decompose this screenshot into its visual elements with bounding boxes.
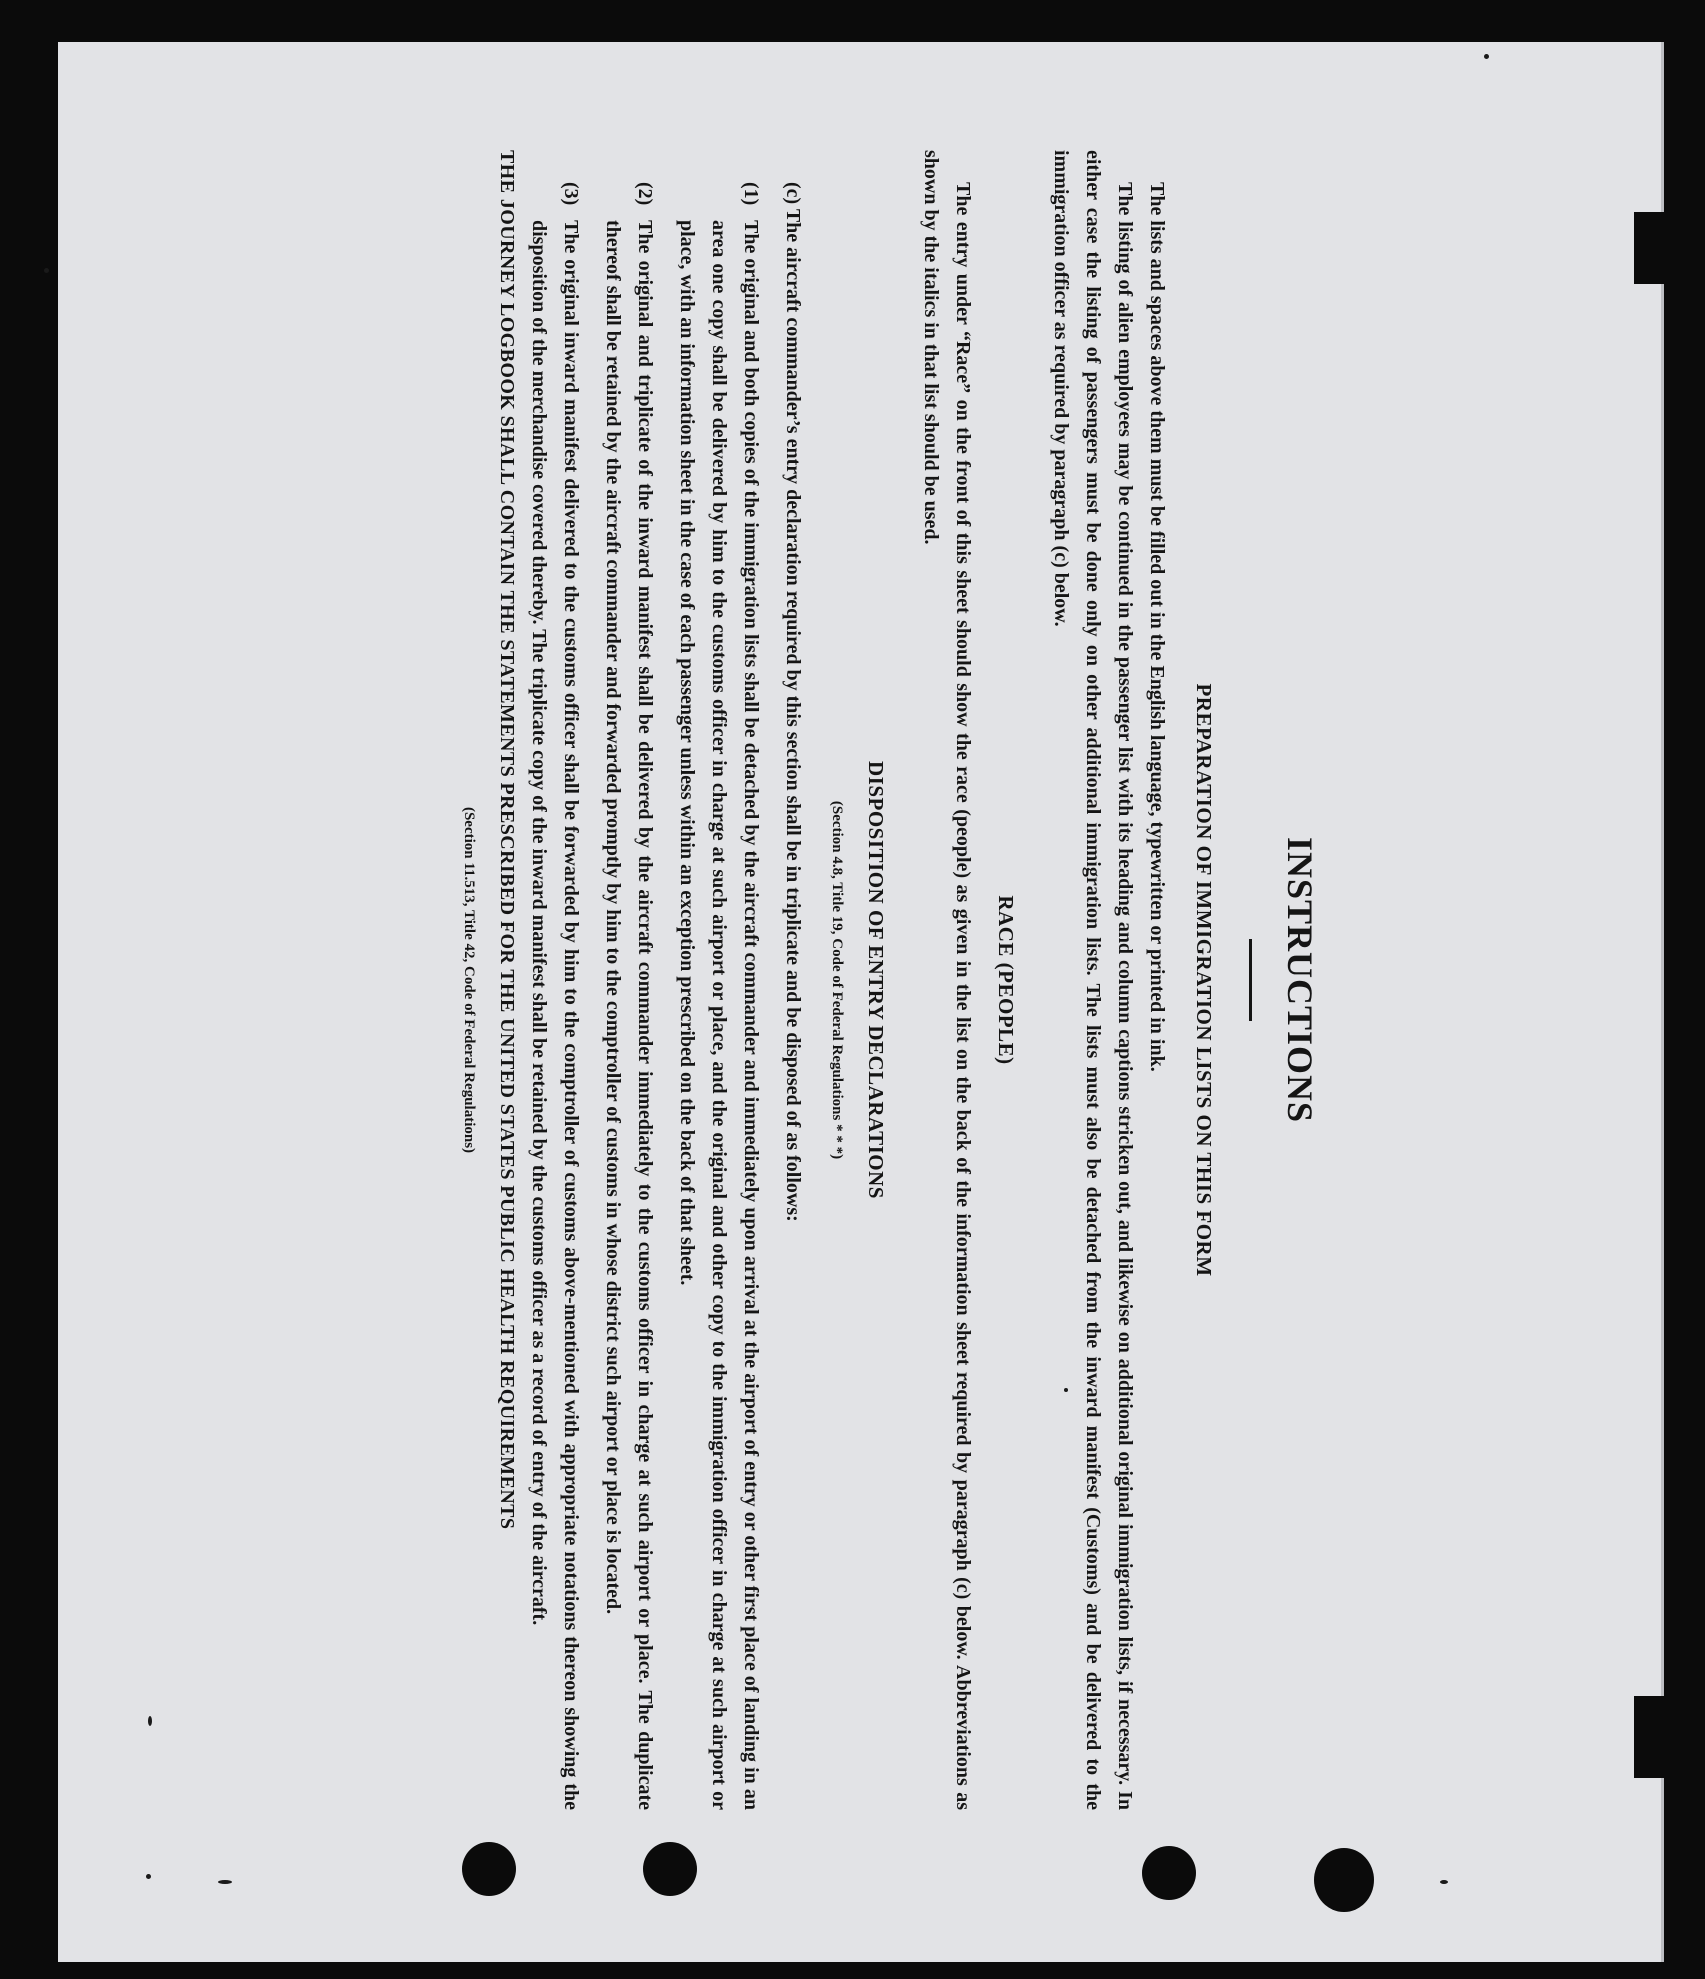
title-rule — [1249, 939, 1252, 1021]
speck — [1484, 54, 1489, 59]
preparation-paragraph-2: The listing of alien employees may be continued in the passenger list with its heading and column captions stricken out, and likewise on additional original immigration lists, if necessary. In either case the listing of passengers must be done only on other additional immigration lists. The lists must also be detached from the inward manifest (Customs) and be delivered to the immigration officer as required by paragraph (c) below. — [1050, 150, 1136, 1810]
item-text: The original and both copies of the immigration lists shall be detached by the aircraft commander and immediately upon arrival at the airport of entry or other first place of landing in an area one copy shall be delivered by him to the customs officer in charge at such airport or place, and the original and other copy to the immigration officer in charge at such airport or place, with an information sheet in the case of each passenger unless within an exception prescribed on the back of that sheet. — [676, 220, 762, 1810]
item-number: (1) — [740, 182, 762, 206]
binder-tab-bottom — [1634, 1696, 1670, 1778]
speck — [44, 268, 49, 273]
binder-tab-top — [1634, 212, 1670, 284]
list-item — [523, 182, 587, 1810]
item-number: (2) — [634, 182, 656, 206]
disposition-clause: (c) The aircraft commander’s entry declaration required by this section shall be in triplicate and be disposed of as follows: — [782, 182, 804, 1222]
speck — [148, 1716, 152, 1726]
disposition-heading: DISPOSITION OF ENTRY DECLARATIONS — [864, 761, 888, 1199]
speck — [1440, 1880, 1448, 1884]
punch-hole-2 — [643, 1842, 697, 1896]
race-heading: RACE (PEOPLE) — [994, 895, 1018, 1065]
preparation-heading: PREPARATION OF IMMIGRATION LISTS ON THIS FORM — [1192, 683, 1216, 1277]
footer-statement: THE JOURNEY LOGBOOK SHALL CONTAIN THE STATEMENTS PRESCRIBED FOR THE UNITED STATES PUBLIC HEALTH REQUIREMENTS — [496, 150, 518, 1530]
item-text: The original and triplicate of the inward manifest shall be delivered by the aircraft commander immediately to the customs officer in charge at such airport or place. The duplicate thereof shall be retained by the aircraft commander and forwarded promptly by him to the comptroller of customs in whose district such airport or place is located. — [602, 220, 656, 1810]
punch-hole-1 — [462, 1842, 516, 1896]
list-item — [597, 182, 661, 1810]
speck — [218, 1880, 232, 1884]
punch-hole-4 — [1314, 1848, 1374, 1912]
disposition-citation: (Section 4.8, Title 19, Code of Federal Regulations * * *) — [829, 800, 845, 1160]
footer-citation: (Section 11.513, Title 42, Code of Federal Regulations) — [461, 806, 477, 1154]
race-paragraph: The entry under “Race” on the front of this sheet should show the race (people) as given in the list on the back of the information sheet required by paragraph (c) below. Abbreviations as shown by the italics in that list should be used. — [920, 150, 974, 1810]
item-text: The original inward manifest delivered to the customs officer shall be forwarded by him to the comptroller of customs above-mentioned with appropriate notations thereon showing the disposition of the merchandise covered thereby. The triplicate copy of the inward manifest shall be retained by the customs officer as a record of entry of the aircraft. — [528, 220, 582, 1810]
punch-hole-3 — [1142, 1846, 1196, 1900]
instructions-text — [340, 150, 1340, 1810]
preparation-paragraph-1: The lists and spaces above them must be filled out in the English language, typewritten or printed in ink. — [1146, 182, 1168, 1072]
list-item — [671, 182, 767, 1810]
speck — [146, 1874, 151, 1879]
item-number: (3) — [560, 182, 582, 206]
page-title: INSTRUCTIONS — [1280, 836, 1320, 1124]
